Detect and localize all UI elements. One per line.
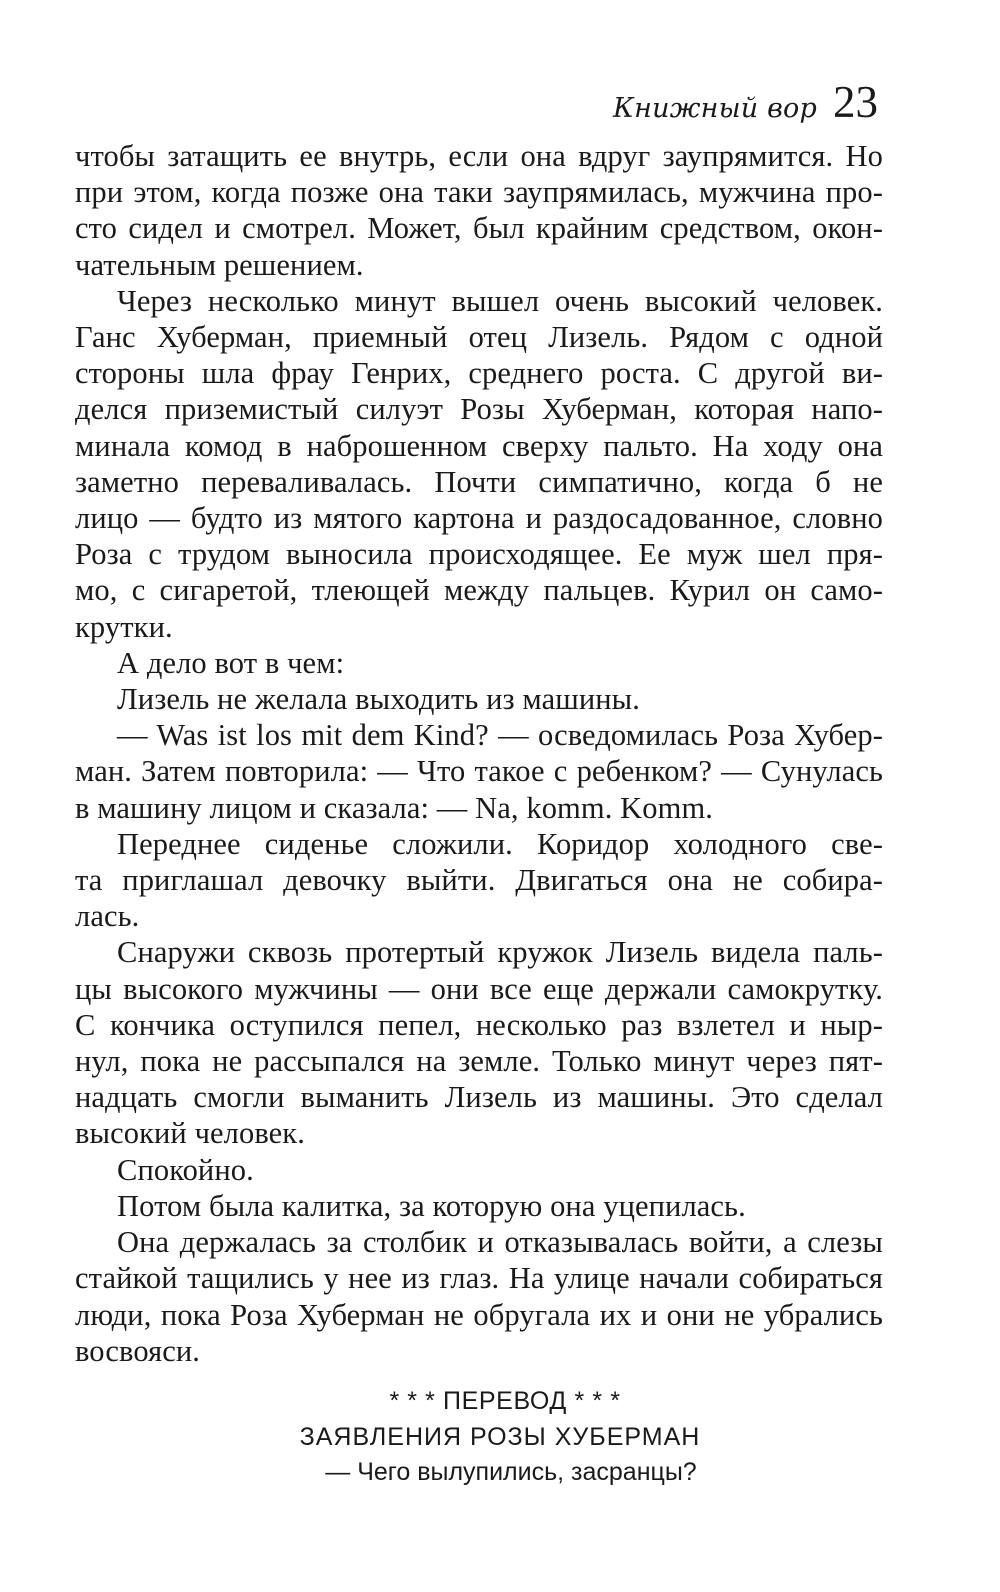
- text-line: стайкой тащились у нее из глаз. На улице начали собираться: [75, 1261, 883, 1296]
- text-line: та приглашал девочку выйти. Двигаться она не собира-: [75, 863, 883, 898]
- text-line: восвояси.: [75, 1333, 201, 1368]
- paragraph: [75, 1224, 883, 1369]
- text-line: Через несколько минут вышел очень высокий человек.: [117, 283, 883, 318]
- text-line: минала комод в наброшенном сверху пальто. На ходу она: [75, 428, 883, 463]
- paragraph: [75, 138, 883, 283]
- text-line: Спокойно.: [117, 1152, 254, 1187]
- text-line: Лизель не желала выходить из машины.: [117, 682, 640, 717]
- section-heading: * * * ПЕРЕВОД * * *: [389, 1387, 621, 1415]
- text-line: лась.: [75, 899, 140, 934]
- text-line: Ганс Хуберман, приемный отец Лизель. Рядом с одной: [75, 320, 883, 355]
- text-line: Роза с трудом выносила происходящее. Ее муж шел пря-: [75, 537, 883, 572]
- text-line: чательным решением.: [75, 247, 364, 282]
- text-line: стороны шла фрау Генрих, среднего роста. С другой ви-: [75, 356, 883, 391]
- paragraph: [75, 681, 883, 717]
- paragraph: [75, 645, 883, 681]
- text-line: цы высокого мужчины — они все еще держали самокрутку.: [75, 971, 883, 1006]
- inserted-translation-block: [0, 1384, 1000, 1491]
- text-line: сто сидел и смотрел. Может, был крайним средством, окон-: [75, 211, 883, 246]
- text-line: — Was ist los mit dem Kind? — осведомилась Роза Хубер-: [117, 718, 883, 753]
- text-line: А дело вот в чем:: [117, 645, 345, 680]
- paragraph: [75, 826, 883, 935]
- text-line: при этом, когда позже она таки заупрямилась, мужчина про-: [75, 175, 883, 210]
- text-line: Переднее сиденье сложили. Коридор холодного све-: [117, 826, 883, 861]
- text-line: высокий человек.: [75, 1116, 305, 1151]
- book-title: Книжный вор: [613, 93, 817, 124]
- text-line: С кончика оступился пепел, несколько раз взлетел и ныр-: [75, 1007, 883, 1042]
- text-line: чтобы затащить ее внутрь, если она вдруг заупрямится. Но: [75, 139, 883, 173]
- text-line: лицо — будто из мятого картона и раздосадованное, словно: [75, 501, 883, 536]
- text-line: люди, пока Роза Хуберман не обругала их и они не убрались: [75, 1297, 883, 1332]
- paragraph: [75, 934, 883, 1151]
- paragraph: [75, 283, 883, 645]
- text-line: мо, с сигаретой, тлеющей между пальцев. Курил он само-: [75, 573, 883, 608]
- text-line: Снаружи сквозь протертый кружок Лизель видела паль-: [117, 935, 883, 970]
- paragraph: [75, 1152, 883, 1188]
- section-subheading: ЗАЯВЛЕНИЯ РОЗЫ ХУБЕРМАН: [299, 1422, 701, 1451]
- running-head: [613, 76, 878, 126]
- text-line: Потом была калитка, за которую она уцепилась.: [117, 1188, 746, 1223]
- text-line: нул, пока не рассыпался на земле. Только минут через пят-: [75, 1044, 883, 1079]
- text-line: заметно переваливалась. Почти симпатично, когда б не: [75, 464, 883, 499]
- text-line: в машину лицом и сказала: — Na, komm. Komm.: [75, 790, 713, 825]
- text-line: ман. Затем повторила: — Что такое с ребенком? — Сунулась: [75, 754, 883, 789]
- text-line: крутки.: [75, 609, 173, 644]
- page-number: 23: [833, 77, 878, 127]
- quoted-line: — Чего вылупились, засранцы?: [325, 1458, 697, 1486]
- text-line: Она держалась за столбик и отказывалась войти, а слезы: [117, 1225, 883, 1260]
- paragraph: [75, 717, 883, 826]
- paragraph: [75, 1188, 883, 1224]
- body-text: [75, 138, 883, 1369]
- text-line: надцать смогли выманить Лизель из машины. Это сделал: [75, 1080, 883, 1115]
- text-line: делся приземистый силуэт Розы Хуберман, которая напо-: [75, 392, 883, 427]
